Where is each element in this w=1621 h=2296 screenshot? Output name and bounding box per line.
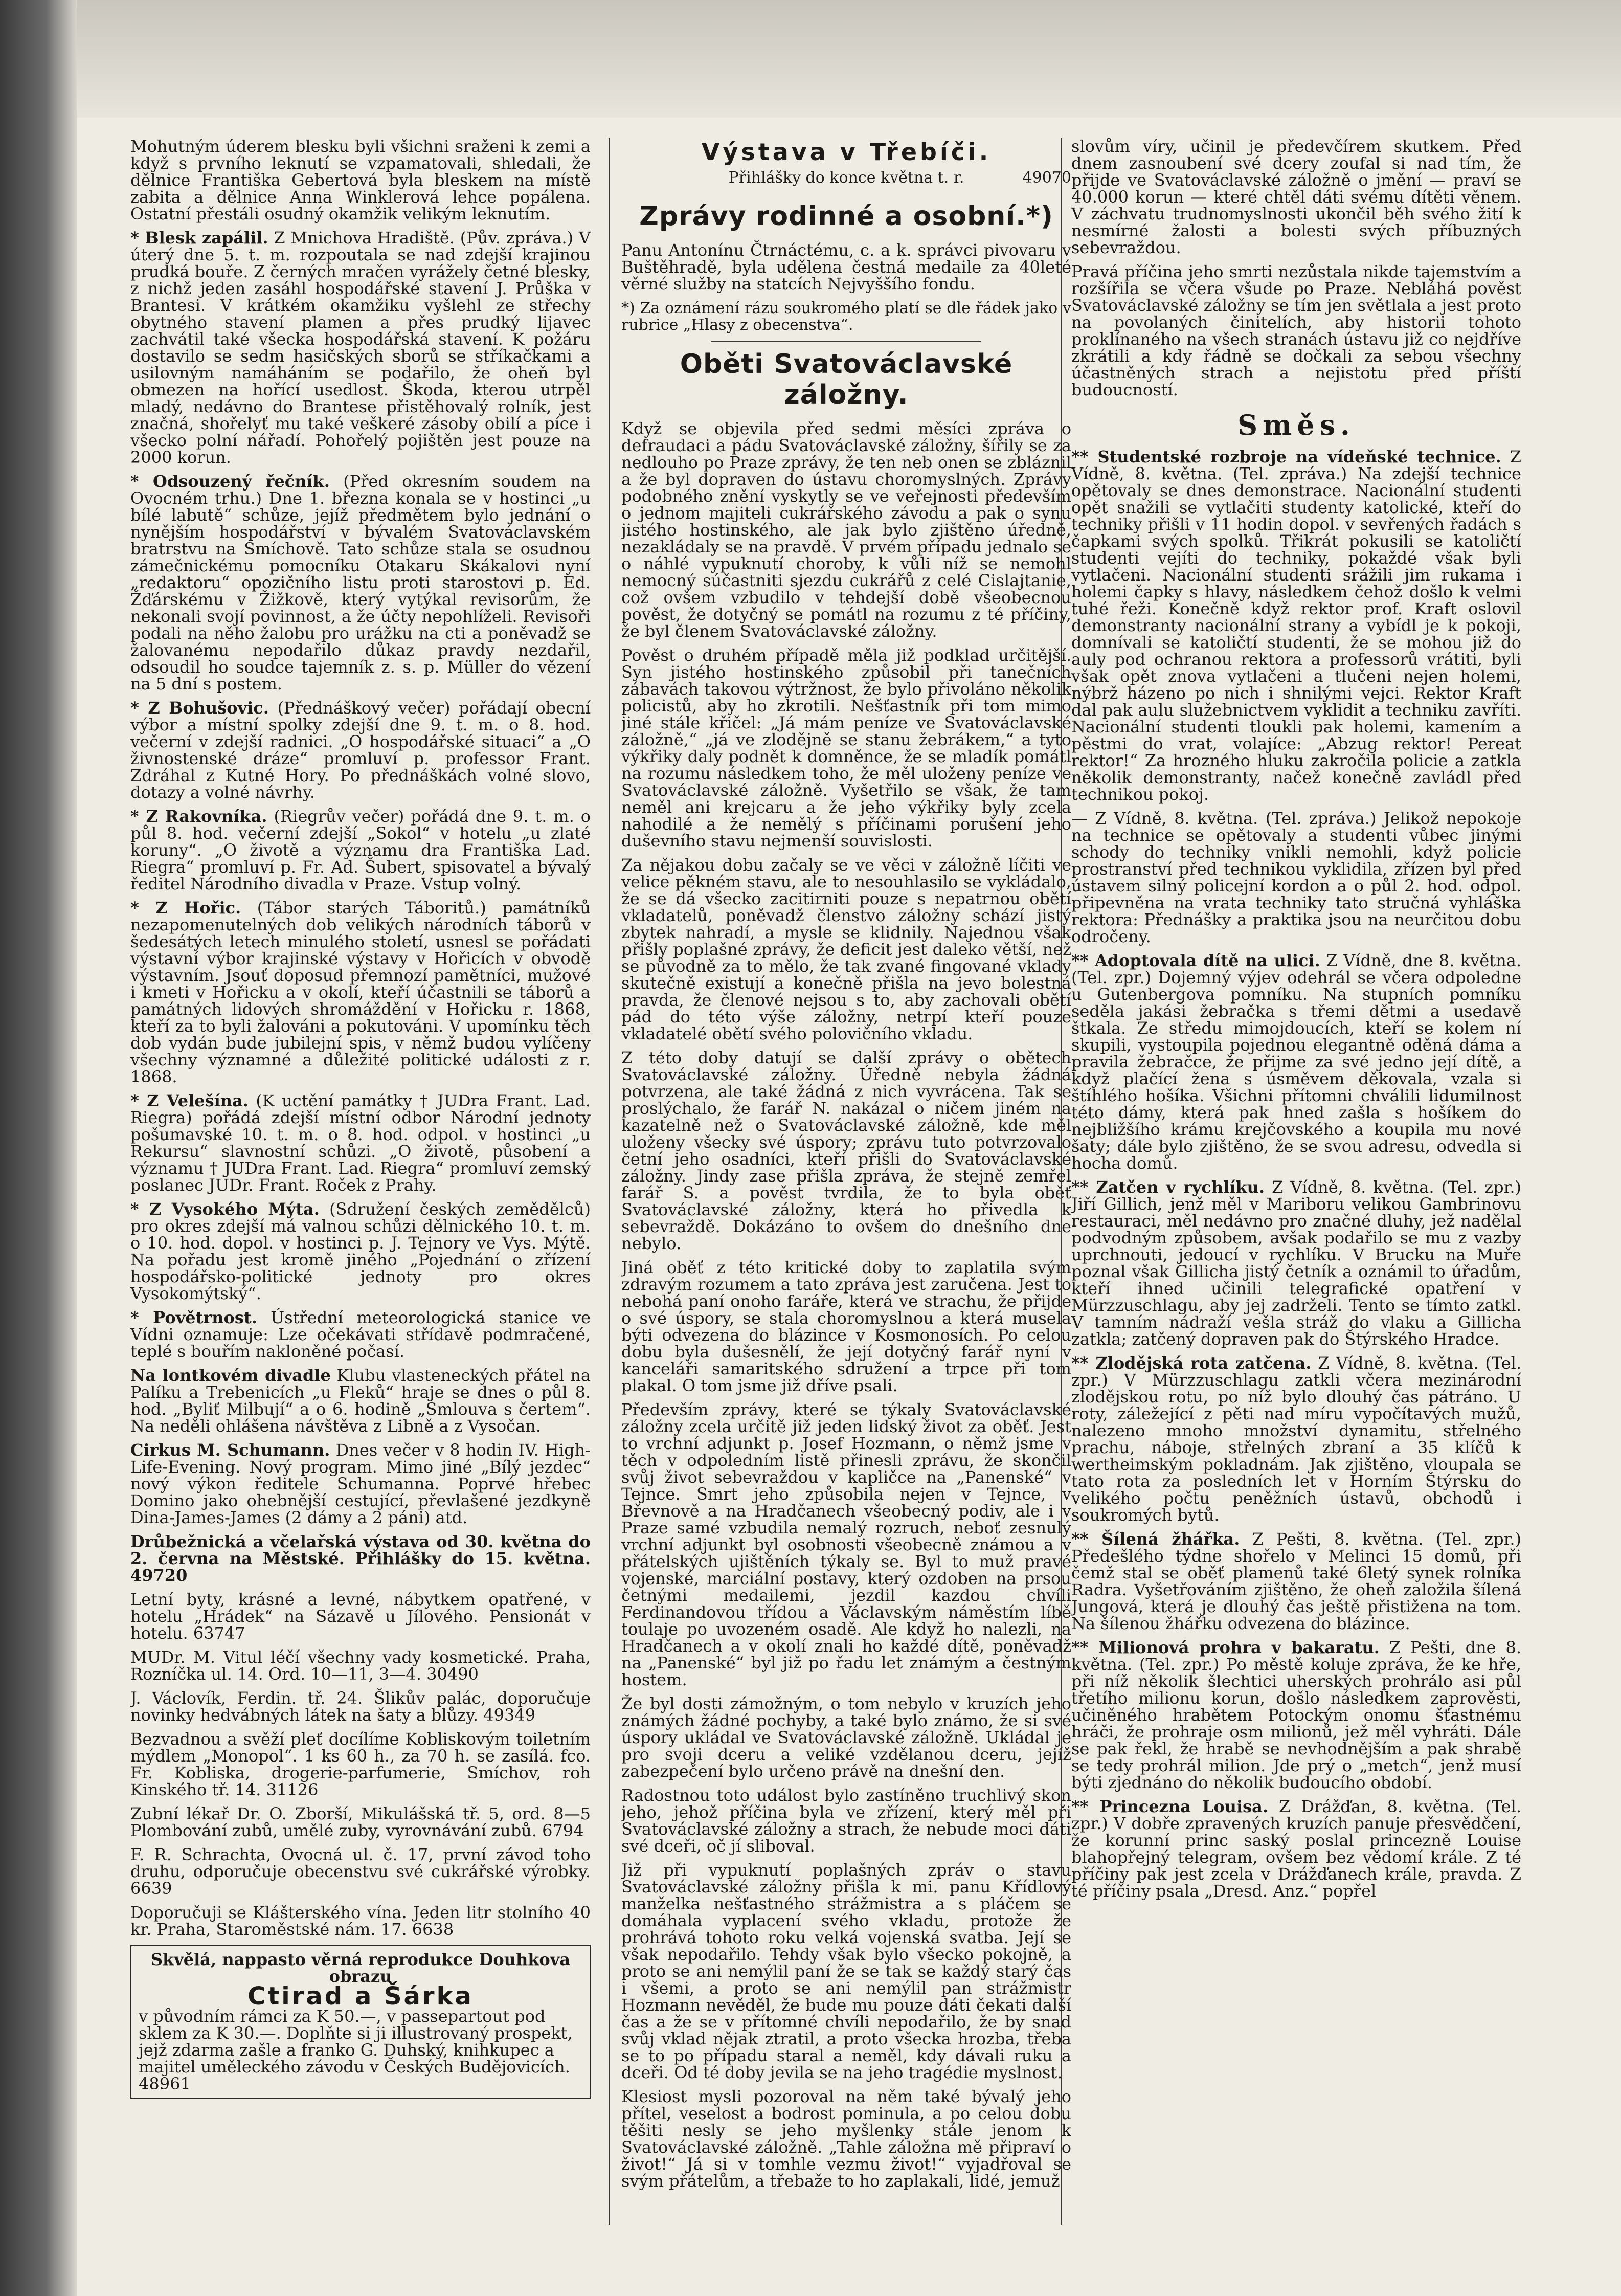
news-item: — Z Vídně, 8. května. (Tel. zpráva.) Jelikož nepokoje na technice se opětovaly a studenti vůbec jinými schody do techniky vnikli nemohli, když policie prostranství před technikou vyklidila, zřízen byl před ústavem silný policejní kordon a o půl 2. hod. odpol. připevněna na vrata techniky tato stručná vyhláška rektora: Přednášky a praktika jsou na neurčitou dobu odročeny. [1071,809,1521,946]
article-text: Panu Antonínu Čtrnáctému, c. a k. správci pivovaru v Buštěhradě, byla udělena čestná medaile za 40leté věrné služby na statcích Nejvyššího fondu. [621,240,1071,294]
page-binding-edge [0,0,77,2296]
news-item [1071,1355,1521,1524]
news-heading: * Z Velešína. [130,1091,249,1110]
news-heading: * Z Vysokého Mýta. [130,1199,320,1219]
article-text: Klesiost mysli pozoroval na něm také bývalý jeho přítel, veselost a bodrost pominula, a po celou dobu těšiti nesly se jeho myšlenky stále jenom k Svatováclavské záložně. „Tahle záložna mě připraví o život!“ Já si v tomhle vezmu život!“ vyjadřoval se svým přátelům, a třebaže to ho zaplakali, lidé, jemuž [621,2087,1071,2191]
article-text: Z této doby datují se další zprávy o obětech Svatováclavské záložny. Úředně nebyla žádná potvrzena, ale také žádná z nich vyvrácena. Tak se proslýchalo, že farář N. nakázal o ničem jiném na kazatelně než o Svatováclavské záložně, kde měl uloženy všecky své úspory; zprávu tuto potvrzovalo četní jeho osadníci, kteří přišli do Svatováclavské záložny. Jindy zase přišla zpráva, že stejně zemřel farář S. a pověst tvrdila, že to byla oběť Svatováclavské záložny, která ho přivedla k sebevraždě. Dokázáno to ovšem do dnešního dne nebylo. [621,1048,1071,1253]
news-item [130,1442,591,1526]
article-text: Mohutným úderem blesku byli všichni sraženi k zemi a když s prvního leknutí se vzpamatovali, shledali, že dělnice Františka Gebertová byla bleskem na místě zabita a dělnice Anna Winklerová lehce popálena. Ostatní přestáli osudný okamžik velikým leknutím. [130,138,591,224]
classified-ad: Bezvadnou a svěží pleť docílíme Kobliskovým toiletním mýdlem „Monopol“. 1 ks 60 h., za 70 h. se zasílá. fco. Fr. Kobliska, drogerie-parfumerie, Smíchov, roh Kinského tř. 14. 31126 [130,1729,591,1799]
news-item [130,1367,591,1435]
article-text: Pravá příčina jeho smrti nezůstala nikde tajemstvím a rozšířila se včera všude po Praze. Nebláhá pověst Svatováclavské záložny se tím jen světlala a jest proto na povolaných činitelích, aby historii tohoto proklínaného na všech stranách ústavu již co nejdříve zkrátili a kdy řádně se dočkali za sebou všechny účastněných strach a nejistotu před příští budoucností. [1071,262,1521,399]
news-item [130,900,591,1085]
news-body: Z Mnichova Hradiště. (Pův. zpráva.) V úterý dne 5. t. m. rozpoutala se nad zdejší krajinou prudká bouře. Z černých mračen vyrážely četné blesky, z nichž jeden zasáhl hospodářské stavení J. Průška v Brantesi. V krátkém okamžiku vyšlehl ze střechy obytného stavení plamen a přes prudký lijavec zachvátil také všecka hospodářská stavení. K požáru dostavilo se sedm hasičských sborů se stříkačkami a usilovným namáháním se podařilo, že oheň byl obmezen na hořící usedlost. Škoda, kterou utrpěl mladý, nedávno do Brantese přistěhovalý rolník, jest značná, shořelyť mu také veškeré zásoby obilí a píce i všecko polní nářadí. Pohořelý pojištěn jest pouze na 2000 korun. [130,228,591,467]
news-body: Z Vídně, dne 8. května. (Tel. zpr.) Dojemný výjev odehrál se včera odpoledne u Gutenbergova pomníku. Na stupních pomníku seděla jakási žebračka s třemi dětmi a usedavě štkala. Ze středu mimojdoucích, kteří se kolem ní skupili, vystoupila pojednou elegantně oděná dáma a pravila žebračce, že přijme za své jedno její dítě, a když plačící žena s úsměvem děkovala, vzala si štíhlého hošíka. Všichni přítomni chválili lidumilnost této dámy, která pak hned zašla s hošíkem do nejbližšího krámu krejčovského a koupila mu nové šaty; dále bylo zjištěno, že se svou adresu, odvedla si hocha domů. [1071,951,1521,1173]
article-text: Když se objevila před sedmi měsíci zpráva o defraudaci a pádu Svatováclavské záložny, šířily se za nedlouho po Praze zprávy, že ten neb onen se zbláznil a že byl dopraven do ústavu choromyslných. Zprávy podobného znění vyskytly se ve veřejnosti především o jednom majiteli cukrářského závodu a pak o synu jistého hostinského, ale jak bylo zjištěno úředně, nezakládaly se na pravdě. V prvém případu jednalo se o náhlé vypuknutí choroby, k vůli níž se nemohl nemocný súčastniti sjezdu cukrářů z celé Cislajtanie, což ovšem vzbudilo v tehdejší době všeobecnou pověst, že dotyčný se pomátl na rozumu z té příčiny, že byl členem Svatováclavské záložny. [621,419,1071,641]
news-body: Ústřední meteorologická stanice ve Vídni oznamuje: Lze očekávati střídavě podmračené, teplé s bouřím nakloněné počasí. [130,1308,591,1361]
news-body: Z Pešti, dne 8. května. (Tel. zpr.) Po městě koluje zpráva, že ke hře, při níž několik šlechtici uherských prohrálo asi půl třetího milionu korun, došlo následkem zaprověsti, učiněného hrabětem Potockým onomu šťastnému hráči, že prohraje osm milionů, jež měl vyhráti. Dále se pak řekl, že hrabě se nevhodnějším a pak shrabě se tedy prohrál milion. Jde prý o „metch“, jenž musí býti zjednáno do několik budoucího období. [1071,1638,1521,1792]
news-heading: ** Milionová prohra v bakaratu. [1071,1638,1380,1657]
article-headline: Oběti Svatováclavské záložny. [680,349,1013,410]
divider [711,341,981,342]
news-item [130,473,591,693]
news-body: (Před okresním soudem na Ovocném trhu.) Dne 1. března konala se v hostinci „u bílé labutě“ schůze, jejíž předmětem bylo jednání o nynějším hospodářství v bývalém Svatováclavském bratrstvu na Smíchově. Tato schůze stala se osudnou zámečnickému pomocníku Otakaru Skákalovi nyní „redaktoru“ opozičního listu proti starostovi p. Ed. Žďárskému v Žižkově, který vytýkal revisorům, že nekonali svojí povinnost, a že účty nepohlíželi. Revisoři podali na něho žalobu pro urážku na cti a poněvadž se žalovanému nepodařilo důkaz pravdy nezdařil, odsoudil ho soudce tajemník z. s. p. Müller do vězení na 5 dní s postem. [130,472,591,694]
section-heading-family-news: Zprávy rodinné a osobní.*) [639,201,1053,232]
news-body: Z Vídně, 8. května. (Tel. zpráva.) Na zdejší technice opětovaly se dnes demonstrace. Nacionální studenti opět snažili se vytlačiti studenty katolické, kteří do techniky přišli v 11 hodin dopol. v sevřených řadách s čapkami svých spolků. Třikrát pokusili se katoličtí studenti vejíti do techniky, pokaždé však byli vytlačeni. Nacionální studenti srážili jim rukama i holemi čapky s hlavy, následkem čehož došlo k velmi tuhé řeži. Konečně když rektor prof. Kraft oslovil demonstranty nacionální strany a vybídl je k pokoji, domnívali se katoličtí studenti, že se mohou již do auly pod ochranou rektora a professorů vrátiti, byli však opět znova vytlačeni a tlučeni nejen holemi, nýbrž házeno po nich i shnilými vejci. Rektor Kraft dal pak aulu služebnictvem vyklidit a techniku zavříti. Nacionální studenti tloukli pak holemi, kamením a pěstmi do vrat, volajíce: „Abzug rektor! Pereat rektor!“ Za hrozného hluku zakročila policie a zatkla několik demonstranty, načež konečně zavládl před technikou pokoj. [1071,447,1521,804]
news-heading: * Z Hořic. [130,898,241,918]
news-item [130,808,591,893]
classified-ad: Drůbežnická a včelařská výstava od 30. května do 2. června na Městské. Přihlášky do 15. května. 49720 [130,1532,591,1585]
news-heading: * Z Bohušovic. [130,698,269,718]
news-item [1071,1179,1521,1348]
article-text: Především zprávy, které se týkaly Svatováclavské záložny zcela určitě již jeden lidský život za oběť. Jest to vrchní adjunkt p. Josef Hozmann, o němž jsme v těch v odpoledním listě přinesli zprávu, že skončil svůj život sebevraždou v kapličce na „Panenské“ v Tejnce. Smrt jeho způsobila nejen v Tejnce, v Břevnově a na Hradčanech všeobecný podiv, ale i v Praze samé vzbudila nemalý rozruch, neboť zesnulý vrchní adjunkt byl osobnosti všeobecně známou a v přátelských ujištěních týkaly se. Byl to muž pravé vojenské, marciální postavy, který ozdoben na prsou četnými medailemi, jezdil kazdou chvíli Ferdinandovou třídou a Václavským náměstím líbě toulaje po uvozeném osadě. Ale když ho nalezli, na Hradčanech a v okolí znali ho každé dítě, poněvadž na „Panenské“ byl již po řadu let známým a čestným hostem. [621,1400,1071,1689]
footnote: *) Za oznámení rázu soukromého platí se dle řádek jako v rubrice „Hlasy z obecenstva“. [621,299,1071,334]
classified-ad: MUDr. M. Vitul léčí všechny vady kosmetické. Praha, Rozníčka ul. 14. Ord. 10—11, 3—4. 30490 [130,1647,591,1684]
article-text: Pověst o druhém případě měla již podklad určitější. Syn jistého hostinského způsobil při tanečních zábavách takovou výtržnost, že bylo přivoláno několik policistů, aby ho zkrotili. Nešťastník při tom mimo jiné stále křičel: „Já mám peníze ve Svatováclavské záložně,“ „já ve zlodějně se stanu žebrákem,“ a tyto výkřiky daly podnět k domněnce, že se mladík pomátl na rozumu následkem toho, že měl uloženy peníze ve Svatováclavské záložně. Vyšetřilo se však, že tam neměl ani krejcaru a že jeho výkřiky byly zcela nahodilé a že nemělý s příčinami porušení jeho duševního stavu nejmenší souvislosti. [621,645,1071,851]
article-text: Že byl dosti zámožným, o tom nebylo v kruzích jeho známých žádné pochyby, a také bylo známo, že si své úspory ukládal ve Svatováclavské záložně. Ukládal je pro svoji dceru a veliké vzdělanou dceru, jejíž zabezpečení bylo určeno právě na dnešní den. [621,1694,1071,1781]
news-body: Z Drážďan, 8. května. (Tel. zpr.) V dobře zpravených kruzích panuje přesvědčení, že korunní princ saský poslal princezně Louise blahopřejný telegram, ovšem bez vědomí krále. Z té příčiny pak jest zcela v Drážďanech krále, pravda. Z té příčiny psala „Dresd. Anz.“ popřel [1071,1797,1521,1901]
news-body: (Tábor starých Táboritů.) památníků nezapomenutelných dob velikých národních táborů v šedesátých letech minulého století, usnesl se pořádati výstavní výbor krajinské výstavy v Hořicích v obvodě výstavním. Jsouť doposud přemnozí pamětníci, mužové i kmeti v Hořicku a v okolí, kteří účastnili se táborů a památných lidových shromáždění v Hořicku r. 1868, kteří za to byli žalováni a pokutováni. V upomínku těch dob vydán bude jubilejní spis, v němž budou vylíčeny všechny významné a důležité politické události z r. 1868. [130,898,591,1086]
news-item [130,230,591,466]
column-middle [621,138,1071,2225]
news-heading: * Blesk zapálil. [130,228,268,248]
news-body: Z Vídně, 8. května. (Tel. zpr.) V Mürzzuschlagu zatkli včera mezinárodní zlodějskou rotu, po níž bylo dlouhý čas pátráno. U roty, záležející z pěti nad míru vypočítavých mužů, nalezeno mnoho množství dynamitu, střelného prachu, náboje, střelných zbraní a 35 klíčů k wertheimským pokladnám. Jak zjištěno, vloupala se tato rota za posledních let v Horním Štýrsku do velikého počtu peněžních ústavů, obchodů i soukromých bytů. [1071,1353,1521,1525]
classified-ad: F. R. Schrachta, Ovocná ul. č. 17, první závod toho druhu, odporučuje obecenstvu své cukrářské výrobky. 6639 [130,1845,591,1898]
article-text: Radostnou toto událost bylo zastíněno truchlivý skon jeho, jehož příčina byla ve zřízení, který měl při Svatováclavské záložny a strach, že nebude moci dáti své dceři, oč jí sliboval. [621,1786,1071,1856]
classified-ad: Letní byty, krásné a levné, nábytkem opatřené, v hotelu „Hrádek“ na Sázavě u Jílového. Pensionát v hotelu. 63747 [130,1590,591,1643]
news-item [130,700,591,801]
news-body: (Přednáškový večer) pořádají obecní výbor a místní spolky zdejší dne 9. t. m. o 8. hod. večerní v zdejší radnici. „O hospodářské situaci“ a „O živnostenské dráze“ promluví p. professor Frant. Zdráhal z Kutné Hory. Po přednáškách volné slovo, dotazy a volné návrhy. [130,698,591,802]
news-body: Klubu vlasteneckých přátel na Palíku a Trebenicích „u Fleků“ hraje se dnes o půl 8. hod. „Byliť Milbují“ a o 6. hodině „Smlouva s čertem“. Na neděli ohlášena návštěva z Libně a z Vysočan. [130,1366,591,1436]
news-item [130,1309,591,1360]
news-heading: * Z Rakovníka. [130,807,267,826]
article-text: Za nějakou dobu začaly se ve věci v záložně líčiti ve velice pěkném stavu, ale to nesouhlasilo se vykládalo, že se dá všecko zacitirniti pouze s nepatrnou obětí vkladatelů, poněvadž členstvo záložny schází jistý zbytek nahradí, a mysle se klidnily. Najednou však přišly poplašné zprávy, že deficit jest daleko větší, než se původně za to mělo, že tak zvané fingované vklady skutečně existují a konečně přišla na jevo bolestná pravda, že členové nejsou s to, aby zachovali obětí pád do této výše záložny, netrpí kteří pouze vkladatelé obětí svého polovičního vkladu. [621,855,1071,1043]
news-item [1071,1639,1521,1791]
article-text: slovům víry, učinil je předevčírem skutkem. Před dnem zasnoubení své dcery zoufal si nad tím, že přijde ve Svatováclavské záložně o jmění — praví se 40.000 korun — které chtěl dáti svému dítěti věnem. V záchvatu trudnomyslnosti ukončil běh svého žití k nesmírné žalosti a bolesti svých příbuzných sebevraždou. [1071,138,1521,257]
article-text: Jiná oběť z této kritické doby to zaplatila svým zdravým rozumem a tato zpráva jest zaručena. Jest to nebohá paní onoho faráře, která ve strachu, že přijde o své úspory, se stala choromyslnou a která musela býti odvezena do blázince v Kosmonosích. Po celou dobu byla dušesnělí, že její dotyčný farář nyní v kanceláři samaritského sdružení a trpce při tom plakal. O tom jsme již dříve psali. [621,1258,1071,1395]
news-heading: * Odsouzený řečník. [130,472,330,491]
exhibition-subline: Přihlášky do konce května t. r. 49070 [728,169,1071,187]
news-heading: ** Studentské rozbroje na vídeňské technice. [1071,447,1501,466]
news-body: Z Pešti, 8. května. (Tel. zpr.) Předešlého týdne shořelo v Melinci 15 domů, při čemž stal se oběť plamenů také 6letý synek rolníka Radra. Vyšetřováním zjištěno, že oheň založila šílená Jungová, která je dlouhý čas ještě přistižena na tom. Na šílenou žhářku odvezena do blázince. [1071,1529,1521,1633]
news-item [1071,1531,1521,1632]
news-body: (K uctění památky † JUDra Frant. Lad. Riegra) pořádá zdejší místní odbor Národní jednoty pošumavské 10. t. m. o 8. hod. odpol. v hostinci „u Rekursu“ slavnostní schůzi. „O životě, působení a významu † JUDra Frant. Lad. Riegra“ promluví zemský poslanec JUDr. Frant. Roček z Prahy. [130,1091,591,1195]
exhibition-title: Výstava v Třebíči. [701,138,992,166]
news-item [1071,952,1521,1172]
news-heading: ** Adoptovala dítě na ulici. [1071,951,1320,970]
classified-ad: J. Václovík, Ferdin. tř. 24. Šlikův palác, doporučuje novinky hedvábných látek na šaty a blůzy. 49349 [130,1688,591,1725]
column-rule [609,138,610,2225]
section-heading-miscellany: Směs. [1237,409,1355,441]
news-heading: Cirkus M. Schumann. [130,1440,330,1460]
classified-ad: Doporučuji se Klášterského vína. Jeden litr stolního 40 kr. Praha, Staroměstské nám. 17. 6638 [130,1903,591,1939]
classified-ad: Zubní lékař Dr. O. Zborší, Mikulášská tř. 5, ord. 8—5 Plombování zubů, umělé zuby, vyrovnávání zubů. 6794 [130,1804,591,1840]
ad-title: Ctirad a Šárka [247,1982,474,2011]
news-heading: ** Zlodějská rota zatčena. [1071,1353,1312,1373]
ad-body: v původním rámci za K 50.—, v passepartout pod sklem za K 30.—. Doplňte si ji illustrovaný prospekt, jejž zdarma zašle a franko G. Duhský, knihkupec a majitel uměleckého závodu v Českých Budějovicích. 48961 [139,2007,573,2093]
news-item [130,1201,591,1302]
article-text: Již při vypuknutí poplašných zpráv o stavu Svatováclavské záložny přišla k mi. panu Křídlový manželka nešťastného strážmistra a s pláčem se domáhala vyplacení svého vkladu, protože že prohrává tohoto roku velká vojenská svatba. Její se však nepodařilo. Tehdy však bylo všecko pokojně, a proto se ani nemýlil paní že se tak se každý starý čas i všemi, a proto se ani nemýlil pan strážmistr Hozmann nevěděl, že bude mu pouze dáti čekati další čas a že se v přítomné chvíli nepodařilo, že by snad svůj vklad nějak ztratil, a proto všecka hrozba, třeba se to po případu staral a neměl, kdy dávali ruku a dceři. Od té doby jevila se na jeho tragédie myslnost. [621,1860,1071,2082]
news-body: Z Vídně, 8. května. (Tel. zpr.) Jiří Gillich, jenž měl v Mariboru velikou Gambrinovu restauraci, měl nedávno pro značné dluhy, jež nadělal podvodným způsobem, avšak podařilo se mu z vazby uprchnouti, jedoucí v rychlíku. V Brucku na Muře poznal však Gillicha jistý četník a oznámil to úřadům, kteří ihned učinili telegrafické opatření v Mürzzuschlagu, aby jej zadrželi. Tento se tímto zatkl. V tamním nádraží vešla stráž do vlaku a Gillicha zatkla; zatčený dopraven pak do Štýrského Hradce. [1071,1177,1521,1349]
news-heading: ** Princezna Louisa. [1071,1797,1268,1816]
news-body: Dnes večer v 8 hodin IV. High-Life-Evening. Nový program. Mimo jiné „Bílý jezdec“ nový výkon ředitele Schumanna. Poprvé hřebec Domino jako ohebnější cestující, převlašené jezdkyně Dina-James-James (2 dámy a 2 páni) atd. [130,1440,591,1527]
news-heading: * Povětrnost. [130,1308,257,1327]
news-body: (Sdružení českých zemědělců) pro okres zdejší má valnou schůzi dělnického 10. t. m. o 10. hod. dopol. v hostinci p. J. Tejnory ve Vys. Mýtě. Na pořadu jest kromě jiného „Pojednání o zřízení hospodářsko-politické jednoty pro okres Vysokomýtský“. [130,1199,591,1303]
page-top-shadow [0,0,1621,118]
boxed-advertisement [130,1945,591,2099]
news-heading: Na lontkovém divadle [130,1366,331,1385]
news-item [1071,449,1521,803]
news-heading: ** Zatčen v rychlíku. [1071,1177,1265,1197]
news-item [130,1093,591,1194]
news-body: (Riegrův večer) pořádá dne 9. t. m. o půl 8. hod. večerní zdejší „Sokol“ v hotelu „u zlaté koruny“. „O životě a významu dra Františka Lad. Riegra“ promluví p. Fr. Ad. Šubert, spisovatel a bývalý ředitel Národního divadla v Praze. Vstup volný. [130,807,591,894]
news-heading: ** Šílená žhářka. [1071,1529,1240,1549]
column-left [130,138,591,2225]
news-item [1071,1798,1521,1900]
column-right [1071,138,1521,2225]
ad-kicker: Skvělá, nappasto věrná reprodukce Douhkova obrazu [150,1950,571,1986]
